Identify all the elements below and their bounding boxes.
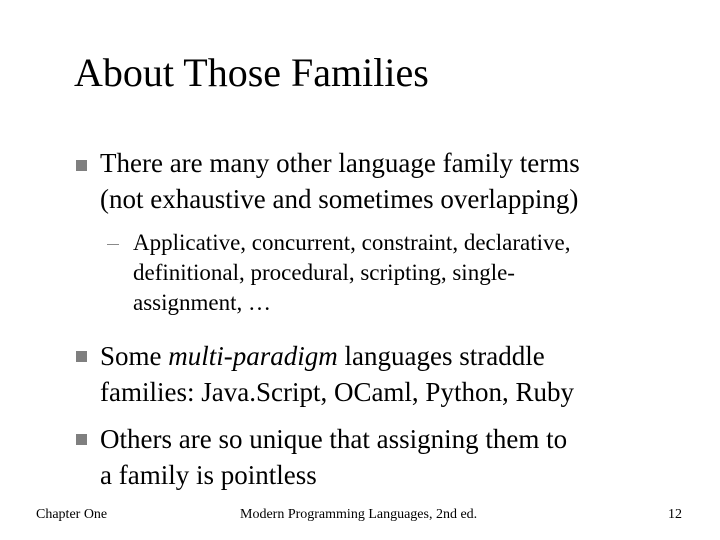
- bullet-marker-icon: [76, 351, 87, 362]
- sub-bullet-line: definitional, procedural, scripting, single-: [133, 260, 515, 285]
- bullet-line: Others are so unique that assigning them to: [100, 424, 568, 454]
- bullet-line: families: Java.Script, OCaml, Python, Ruby: [100, 377, 574, 407]
- bullet-marker-icon: [76, 160, 87, 171]
- footer-chapter: Chapter One: [36, 507, 108, 522]
- footer-page-number: 12: [668, 507, 682, 522]
- sub-bullet-dash-icon: [107, 244, 119, 245]
- sub-bullet-line: Applicative, concurrent, constraint, declarative,: [133, 230, 571, 255]
- bullet-item: [100, 145, 700, 217]
- bullet-text: languages straddle: [337, 341, 545, 371]
- bullet-marker-icon: [76, 434, 87, 445]
- emphasized-term: multi-paradigm: [168, 341, 338, 371]
- bullet-line: There are many other language family terms: [100, 148, 580, 178]
- bullet-item: [100, 338, 700, 410]
- bullet-line: (not exhaustive and sometimes overlapping): [100, 184, 579, 214]
- bullet-line: a family is pointless: [100, 460, 317, 490]
- sub-bullet-item: [133, 228, 693, 318]
- bullet-item: [100, 421, 700, 493]
- footer-book-title: Modern Programming Languages, 2nd ed.: [240, 507, 478, 522]
- slide-title: About Those Families: [74, 50, 429, 95]
- sub-bullet-line: assignment, …: [133, 290, 271, 315]
- bullet-line: [100, 338, 700, 374]
- bullet-text: Some: [100, 341, 169, 371]
